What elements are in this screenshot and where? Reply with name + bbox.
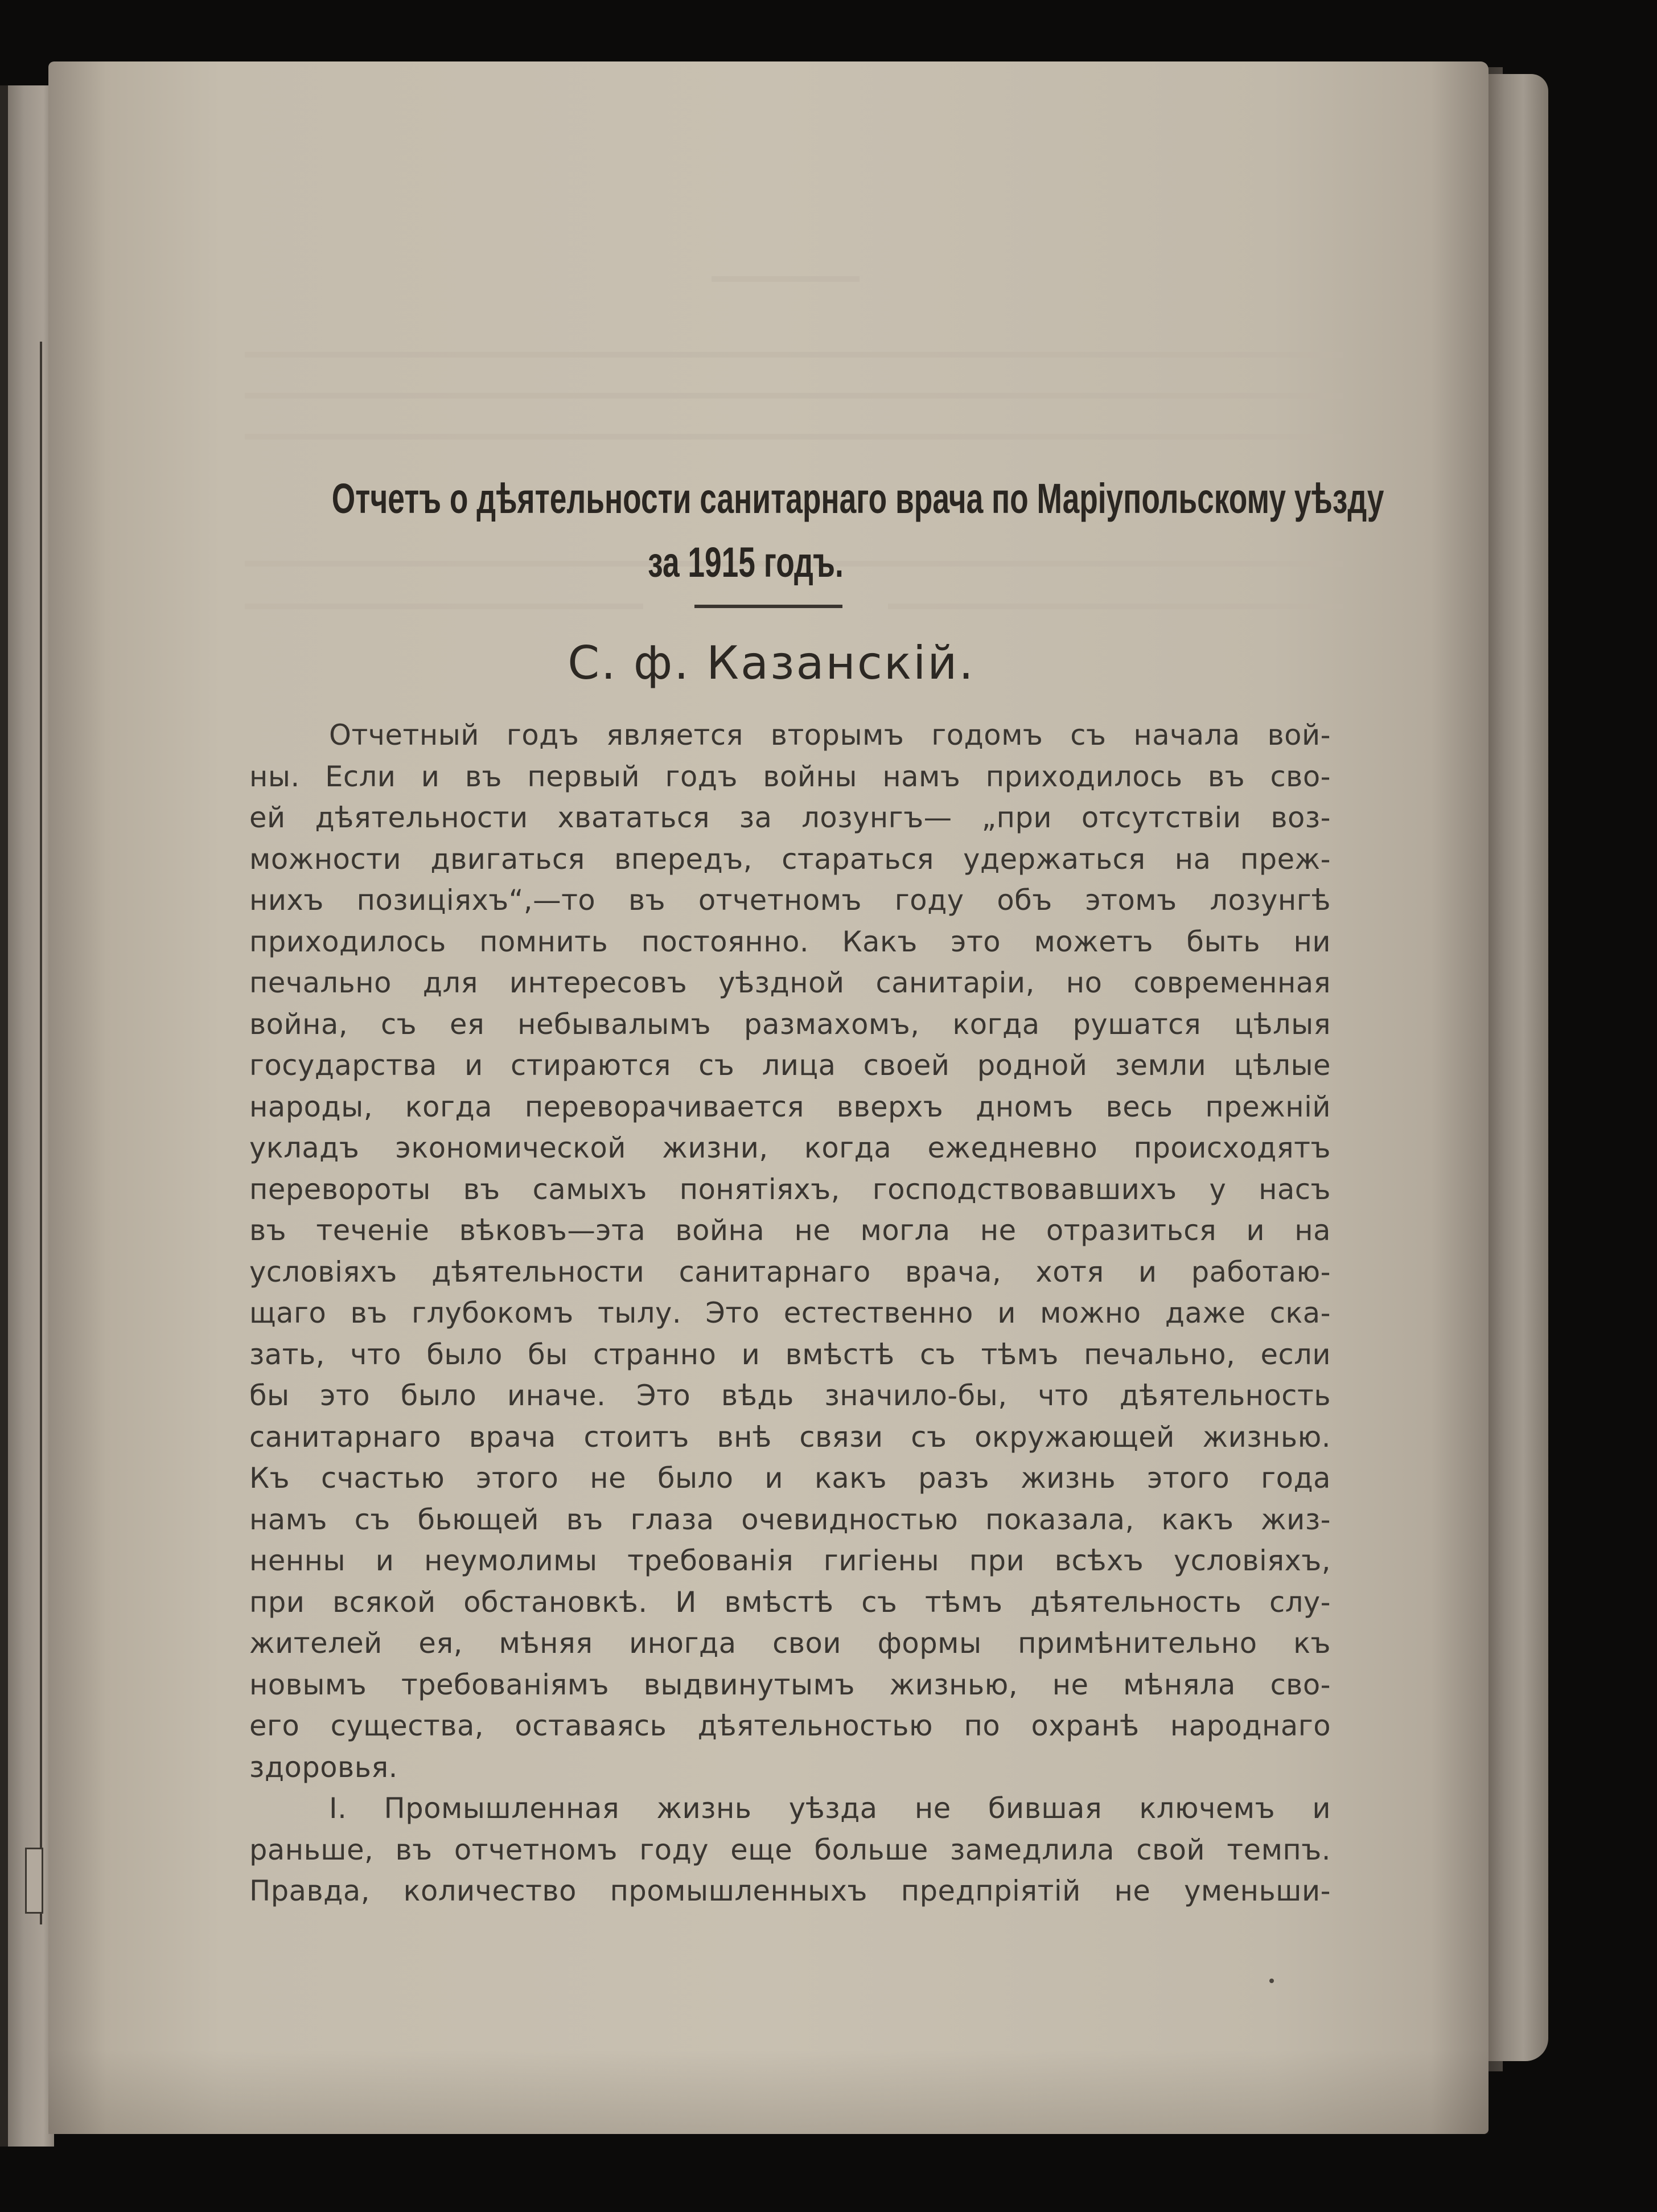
title-divider [694,605,842,608]
text-line: перевороты въ самыхъ понятіяхъ, господствовавшихъ у насъ [249,1172,1331,1206]
text-line: его существа, оставаясь дѣятельностью по охранѣ народнаго [249,1709,1331,1742]
text-line: ненны и неумолимы требованія гигіены при всѣхъ условіяхъ, [249,1544,1331,1577]
author-name: С. ф. Казанскій. [568,637,975,690]
text-line: намъ съ бьющей въ глаза очевидностью показала, какъ жиз- [249,1503,1331,1536]
bleed-through-line [245,393,1343,399]
bleed-through-line [245,604,643,609]
text-line: бы это было иначе. Это вѣдь значило-бы, что дѣятельность [249,1379,1331,1412]
title-line-2: за 1915 годъ. [648,539,844,586]
text-line: щаго въ глубокомъ тылу. Это естественно и можно даже ска- [249,1296,1331,1329]
text-line: жителей ея, мѣняя иногда свои формы примѣнительно къ [249,1627,1331,1660]
text-line: нихъ позиціяхъ“,—то въ отчетномъ году объ этомъ лозунгѣ [249,884,1331,917]
bleed-through-line [888,604,1343,609]
text-line: новымъ требованіямъ выдвинутымъ жизнью, не мѣняла сво- [249,1668,1331,1701]
paper-speck [1269,1979,1274,1983]
text-line: война, съ ея небывалымъ размахомъ, когда рушатся цѣлыя [249,1007,1331,1041]
text-line: при всякой обстановкѣ. И вмѣстѣ съ тѣмъ дѣятельность слу- [249,1585,1331,1619]
text-line: печально для интересовъ уѣздной санитаріи, но современная [249,966,1331,999]
text-line: ны. Если и въ первый годъ войны намъ приходилось въ сво- [249,760,1331,793]
text-line: можности двигаться впередъ, стараться удержаться на преж- [249,842,1331,876]
document-title [331,467,1384,594]
bleed-through-line [245,434,1343,440]
text-line: государства и стираются съ лица своей родной земли цѣлые [249,1049,1331,1082]
text-line: приходилось помнить постоянно. Какъ это можетъ быть ни [249,925,1331,958]
title-line-1: Отчетъ о дѣятельности санитарнаго врача по Маріупольскому уѣзду [331,475,1384,522]
facing-page-edge [0,85,54,2147]
facing-page-stamp [25,1848,43,1914]
bleed-through-line [245,352,1343,358]
text-line: санитарнаго врача стоитъ внѣ связи съ окружающей жизнью. [249,1420,1331,1454]
text-line: Правда, количество промышленныхъ предпріятій не уменьши- [249,1874,1331,1907]
body-text [249,715,1331,1912]
facing-page-rule [40,342,42,1924]
text-line: I. Промышленная жизнь уѣзда не бившая ключемъ и [329,1792,1331,1825]
facing-page-shadow [0,85,8,2147]
book-block-edge [1486,74,1548,2061]
bleed-through-line [712,276,860,282]
text-line: народы, когда переворачивается вверхъ дномъ весь прежній [249,1090,1331,1123]
text-line: Къ счастью этого не было и какъ разъ жизнь этого года [249,1462,1331,1495]
page-bottom-shade [48,2050,1489,2134]
text-line: укладъ экономической жизни, когда ежедневно происходятъ [249,1131,1331,1164]
text-line: условіяхъ дѣятельности санитарнаго врача, хотя и работаю- [249,1255,1331,1288]
text-line: здоровья. [249,1750,398,1784]
text-line: Отчетный годъ является вторымъ годомъ съ начала вой- [329,719,1331,752]
text-line: зать, что было бы странно и вмѣстѣ съ тѣмъ печально, если [249,1337,1331,1371]
text-line: въ теченіе вѣковъ—эта война не могла не отразиться и на [249,1214,1331,1247]
text-line: ей дѣятельности хвататься за лозунгъ— „при отсутствіи воз- [249,801,1331,834]
text-line: раньше, въ отчетномъ году еще больше замедлила свой темпъ. [249,1833,1331,1866]
